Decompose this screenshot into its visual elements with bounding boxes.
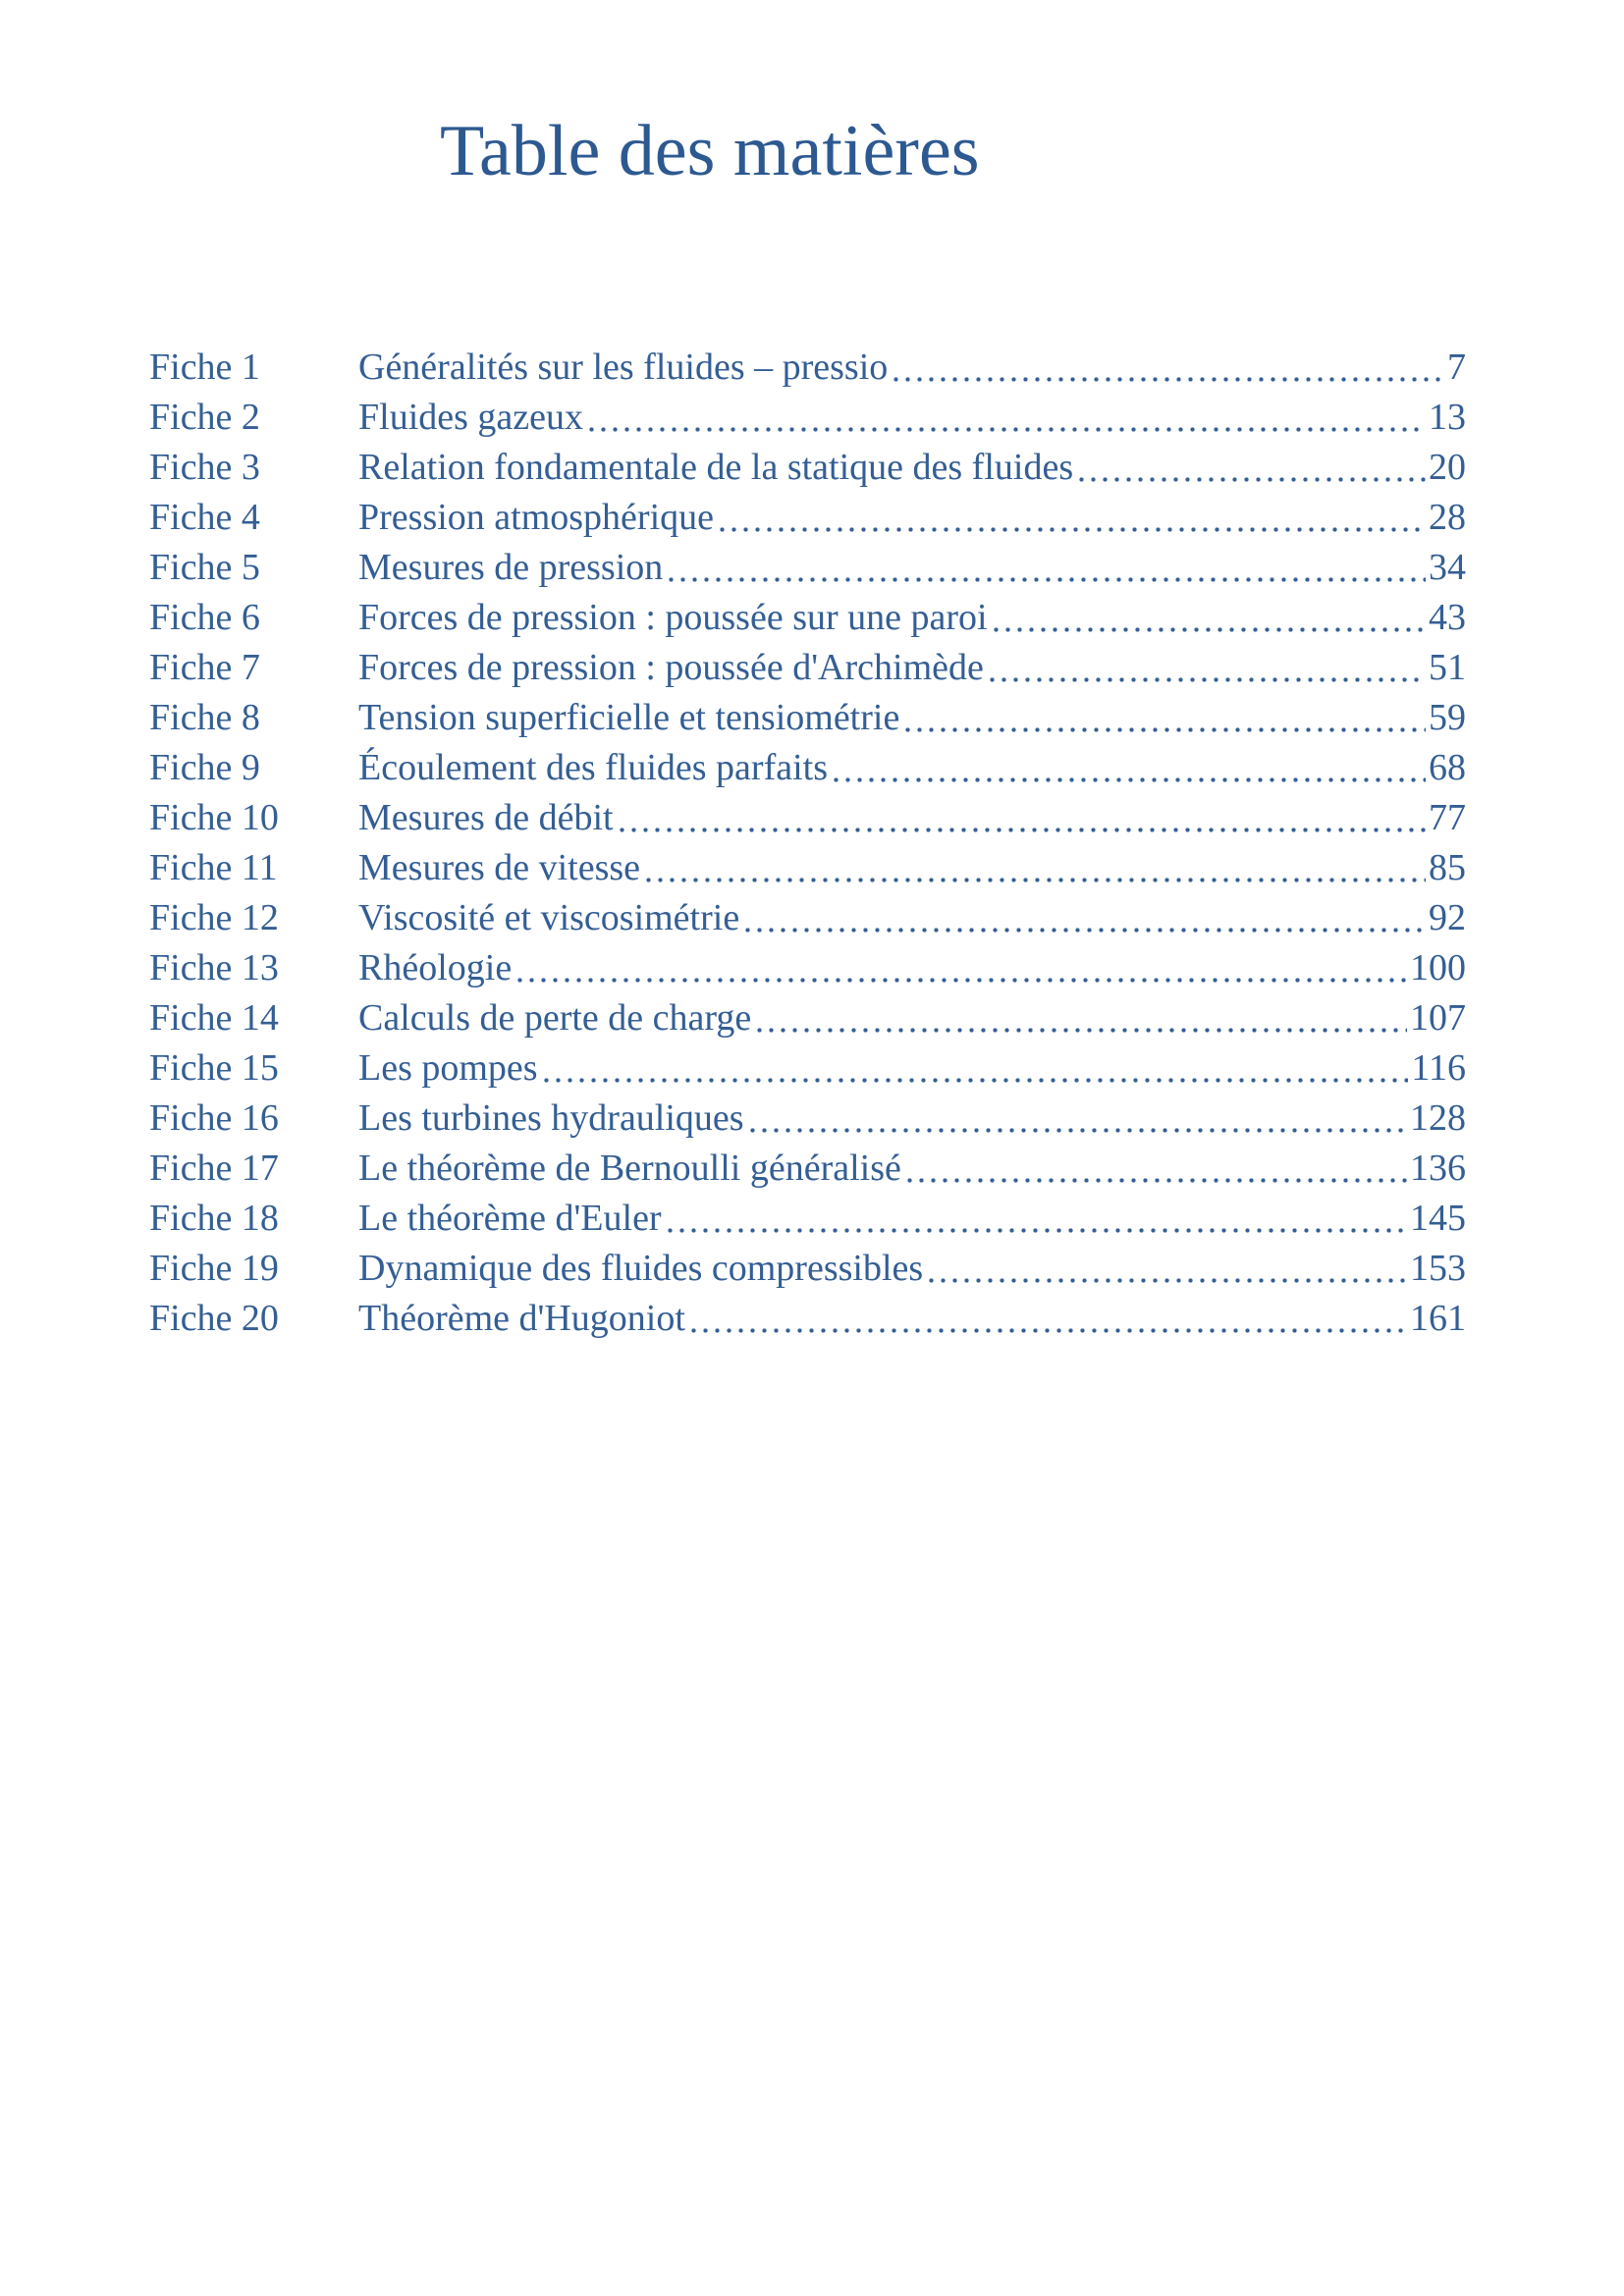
dot-leader	[984, 643, 1429, 693]
dot-leader	[662, 1194, 1410, 1244]
toc-entry-label: Fiche 5	[149, 547, 260, 588]
toc-entry-label: Fiche 2	[149, 397, 260, 438]
toc-entry-title: Relation fondamentale de la statique des fluides	[358, 447, 1074, 488]
toc-entry-label: Fiche 7	[149, 647, 260, 688]
toc-entry-label: Fiche 13	[149, 947, 279, 988]
dot-leader	[1073, 443, 1429, 493]
toc-entry-label: Fiche 1	[149, 347, 260, 388]
toc-row	[149, 1144, 1466, 1194]
table-of-contents	[149, 343, 1466, 1344]
toc-entry-page: 51	[1429, 647, 1466, 688]
toc-entry-page: 7	[1447, 347, 1466, 388]
toc-row	[149, 843, 1466, 893]
toc-entry-label: Fiche 16	[149, 1097, 279, 1139]
toc-row	[149, 993, 1466, 1043]
toc-entry-title: Mesures de vitesse	[358, 847, 641, 888]
dot-leader	[988, 593, 1429, 643]
toc-entry-title: Les pompes	[358, 1047, 538, 1089]
toc-row	[149, 793, 1466, 843]
dot-leader	[583, 393, 1429, 443]
dot-leader	[538, 1043, 1412, 1094]
toc-entry-label: Fiche 14	[149, 997, 279, 1039]
toc-row	[149, 1244, 1466, 1294]
toc-entry-page: 136	[1410, 1148, 1466, 1189]
toc-entry-label: Fiche 11	[149, 847, 278, 888]
toc-entry-title: Généralités sur les fluides – pressio	[358, 347, 889, 388]
toc-row	[149, 493, 1466, 543]
dot-leader	[685, 1294, 1410, 1344]
toc-entry-title: Le théorème de Bernoulli généralisé	[358, 1148, 901, 1189]
toc-entry-title: Mesures de pression	[358, 547, 664, 588]
toc-row	[149, 643, 1466, 693]
toc-entry-label: Fiche 4	[149, 497, 260, 538]
toc-entry-title: Le théorème d'Euler	[358, 1198, 662, 1239]
toc-entry-page: 145	[1410, 1198, 1466, 1239]
dot-leader	[744, 1094, 1410, 1144]
dot-leader	[714, 493, 1429, 543]
toc-entry-page: 92	[1429, 897, 1466, 938]
toc-entry-page: 77	[1429, 797, 1466, 838]
toc-entry-label: Fiche 6	[149, 597, 260, 638]
dot-leader	[923, 1244, 1410, 1294]
toc-row	[149, 1294, 1466, 1344]
toc-entry-page: 68	[1429, 747, 1466, 788]
toc-row	[149, 743, 1466, 793]
toc-entry-label: Fiche 3	[149, 447, 260, 488]
dot-leader	[640, 843, 1429, 893]
toc-entry-title: Pression atmosphérique	[358, 497, 715, 538]
toc-entry-page: 107	[1410, 997, 1466, 1039]
toc-entry-page: 116	[1411, 1047, 1466, 1089]
toc-entry-title: Calculs de perte de charge	[358, 997, 752, 1039]
toc-row	[149, 1094, 1466, 1144]
toc-row	[149, 443, 1466, 493]
toc-row	[149, 543, 1466, 593]
toc-entry-page: 28	[1429, 497, 1466, 538]
toc-entry-page: 100	[1410, 947, 1466, 988]
toc-entry-page: 20	[1429, 447, 1466, 488]
toc-row	[149, 1194, 1466, 1244]
toc-entry-title: Les turbines hydrauliques	[358, 1097, 744, 1139]
dot-leader	[828, 743, 1429, 793]
toc-entry-title: Écoulement des fluides parfaits	[358, 747, 829, 788]
toc-entry-title: Théorème d'Hugoniot	[358, 1298, 685, 1339]
toc-entry-title: Tension superficielle et tensiométrie	[358, 697, 900, 738]
dot-leader	[614, 793, 1429, 843]
toc-entry-page: 13	[1429, 397, 1466, 438]
dot-leader	[751, 993, 1410, 1043]
toc-row	[149, 1043, 1466, 1094]
toc-entry-page: 85	[1429, 847, 1466, 888]
toc-entry-label: Fiche 19	[149, 1248, 279, 1289]
toc-entry-title: Forces de pression : poussée d'Archimède	[358, 647, 984, 688]
toc-entry-label: Fiche 12	[149, 897, 279, 938]
toc-row	[149, 343, 1466, 393]
toc-entry-label: Fiche 9	[149, 747, 260, 788]
toc-entry-label: Fiche 15	[149, 1047, 279, 1089]
toc-row	[149, 693, 1466, 743]
dot-leader	[663, 543, 1429, 593]
toc-entry-page: 161	[1410, 1298, 1466, 1339]
toc-entry-label: Fiche 17	[149, 1148, 279, 1189]
toc-entry-page: 128	[1410, 1097, 1466, 1139]
toc-row	[149, 393, 1466, 443]
toc-entry-page: 43	[1429, 597, 1466, 638]
toc-entry-label: Fiche 10	[149, 797, 279, 838]
toc-entry-label: Fiche 18	[149, 1198, 279, 1239]
toc-entry-title: Rhéologie	[358, 947, 513, 988]
page-title: Table des matières	[440, 111, 980, 191]
toc-entry-page: 34	[1429, 547, 1466, 588]
toc-entry-title: Forces de pression : poussée sur une paroi	[358, 597, 988, 638]
toc-entry-title: Mesures de débit	[358, 797, 614, 838]
toc-entry-label: Fiche 8	[149, 697, 260, 738]
dot-leader	[739, 893, 1429, 943]
toc-entry-page: 59	[1429, 697, 1466, 738]
toc-row	[149, 943, 1466, 993]
toc-row	[149, 893, 1466, 943]
dot-leader	[899, 693, 1429, 743]
toc-row	[149, 593, 1466, 643]
dot-leader	[901, 1144, 1410, 1194]
toc-entry-title: Fluides gazeux	[358, 397, 584, 438]
toc-entry-title: Dynamique des fluides compressibles	[358, 1248, 924, 1289]
toc-entry-page: 153	[1410, 1248, 1466, 1289]
toc-entry-label: Fiche 20	[149, 1298, 279, 1339]
dot-leader	[888, 343, 1447, 393]
toc-entry-title: Viscosité et viscosimétrie	[358, 897, 740, 938]
dot-leader	[512, 943, 1410, 993]
